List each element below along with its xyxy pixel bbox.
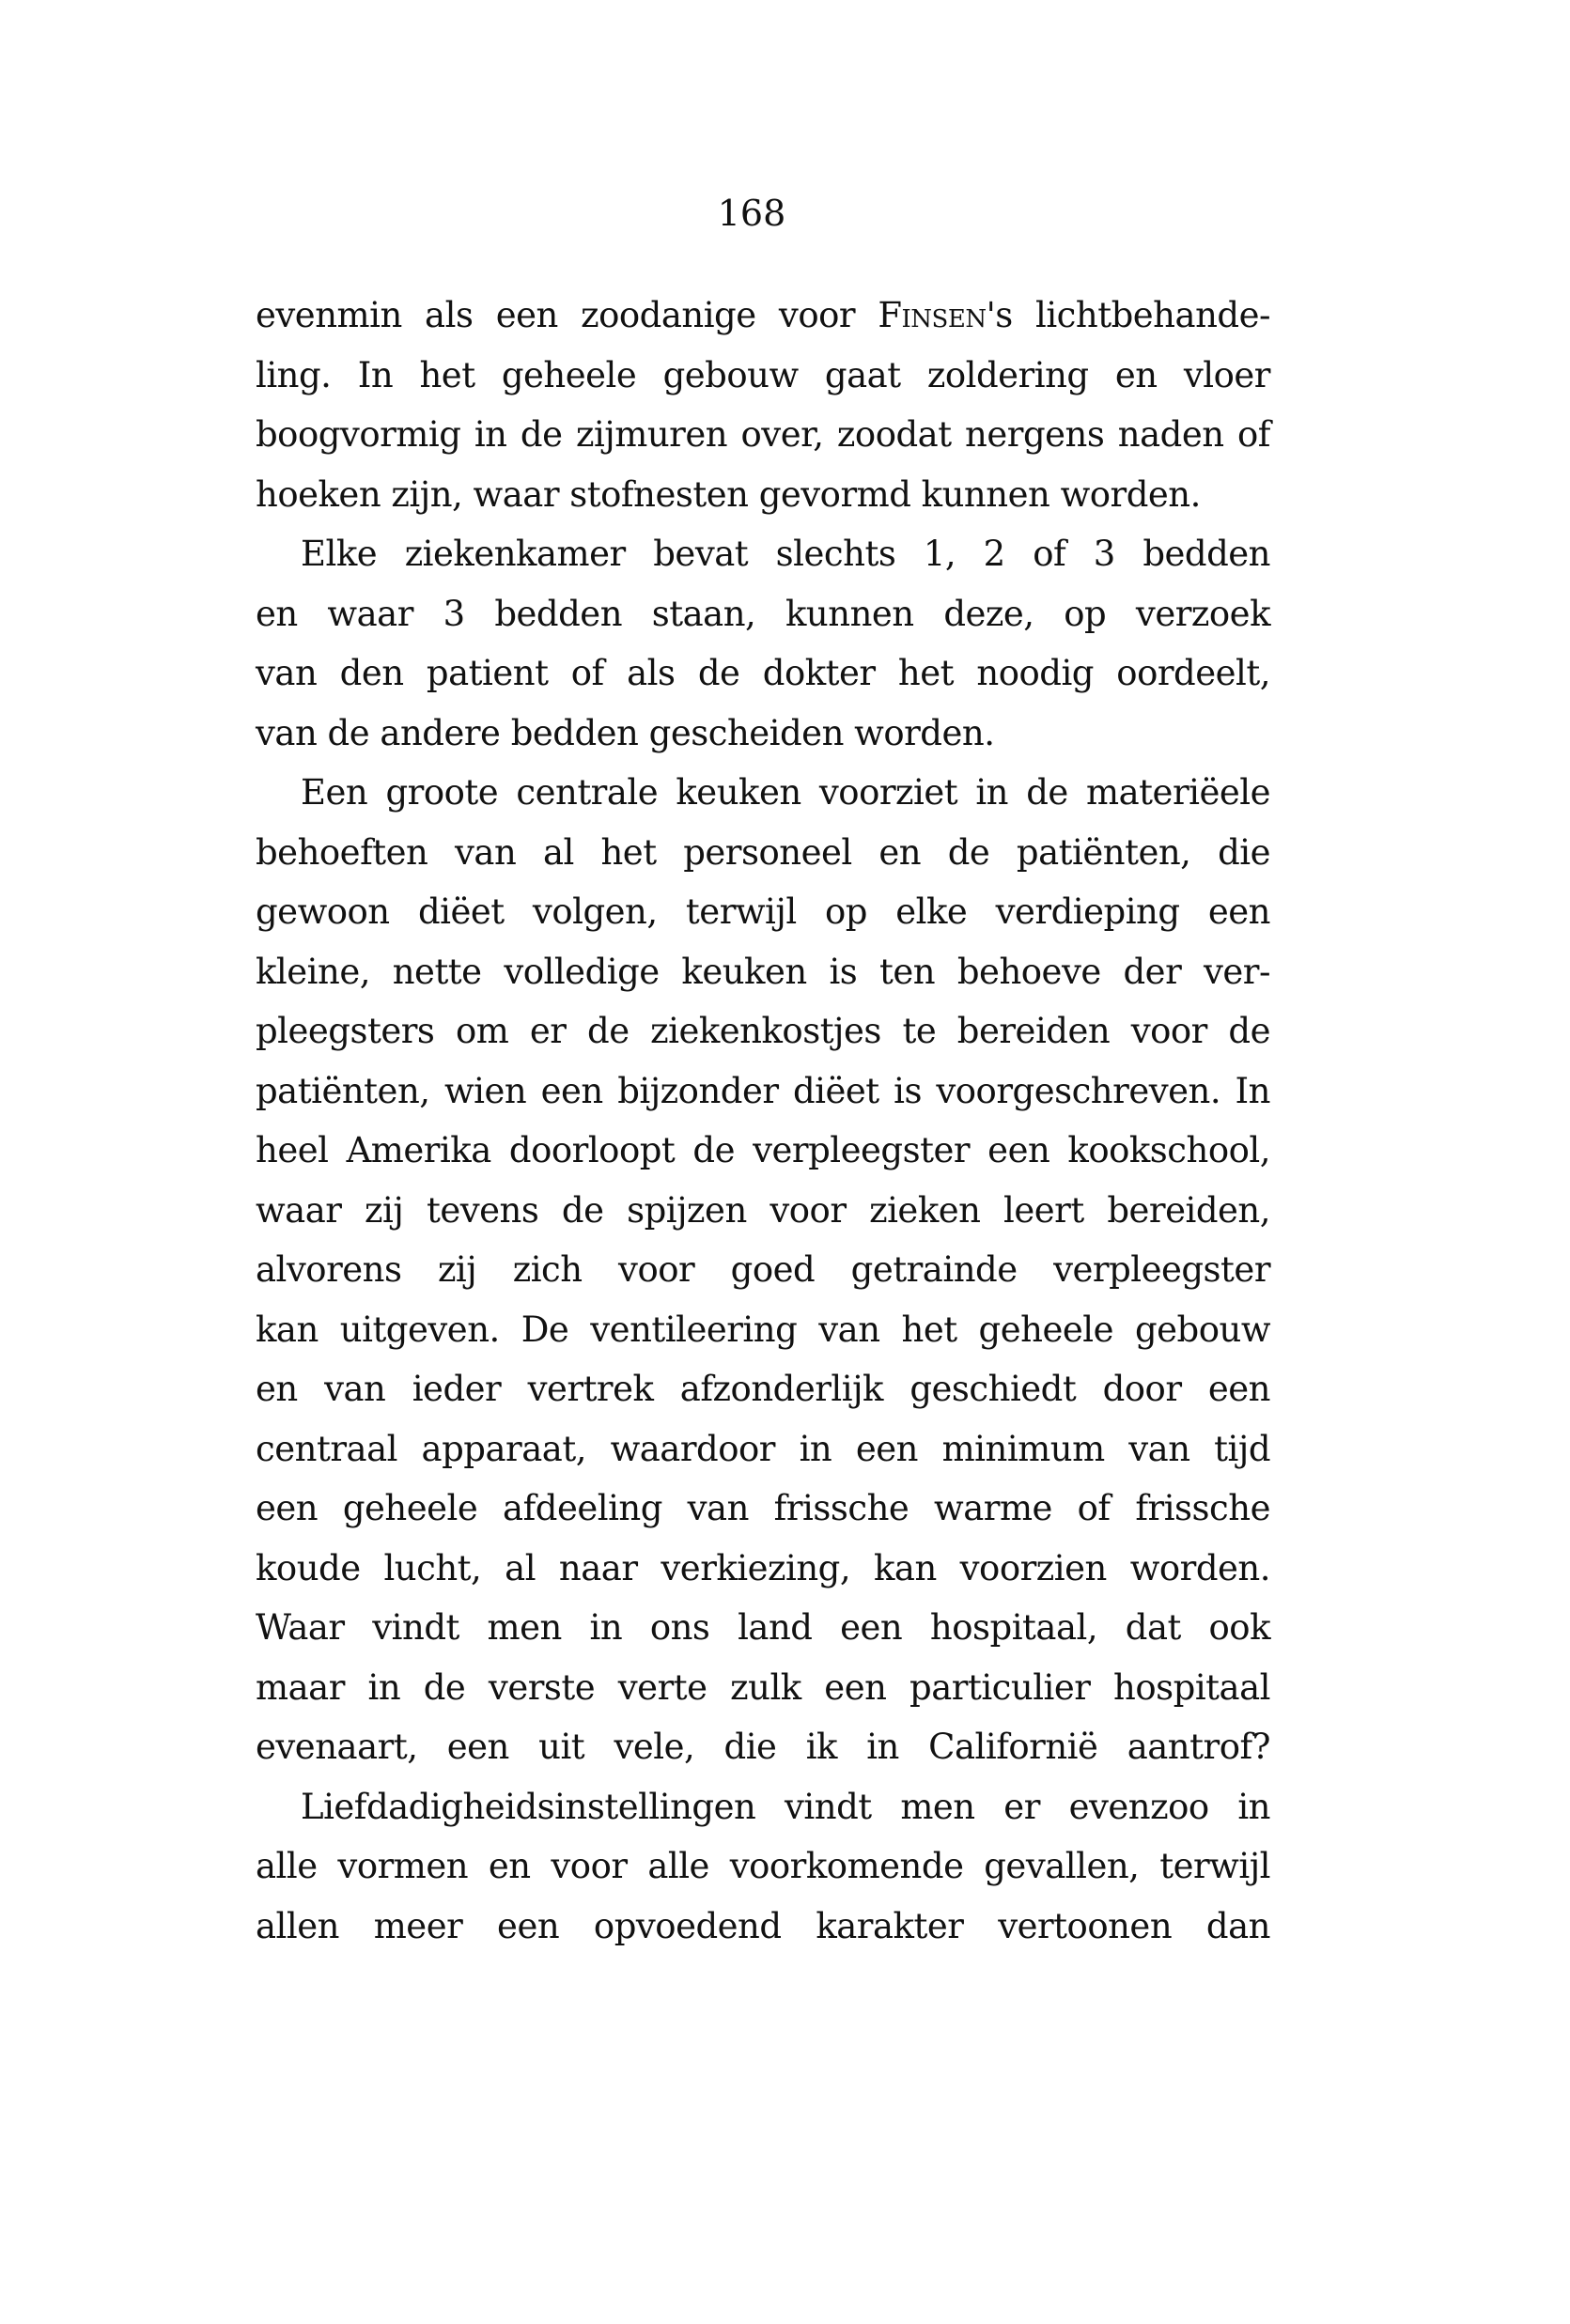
body-text [256,286,1270,1956]
text-line: Liefdadigheidsinstellingen vindt men er evenzoo in [301,1786,1270,1827]
text-line: maar in de verste verte zulk een particulier hospitaal [256,1666,1270,1708]
text-line [256,286,1270,346]
text-line: patiënten, wien een bijzonder diëet is voorgeschreven. In [256,1070,1270,1111]
text-line: koude lucht, al naar verkiezing, kan voorzien worden. [256,1547,1270,1588]
text-line: gewoon diëet volgen, terwijl op elke verdieping een [256,891,1270,932]
text-line: van den patient of als de dokter het noodig oordeelt, [256,653,1270,693]
text-line: Een groote centrale keuken voorziet in de materiëele [301,772,1270,813]
text-line: pleegsters om er de ziekenkostjes te bereiden voor de [256,1011,1270,1051]
small-caps-name: Finsen [878,295,987,335]
text-line: Waar vindt men in ons land een hospitaal, dat ook [256,1607,1270,1648]
text-line: en van ieder vertrek afzonderlijk geschiedt door een [256,1369,1270,1409]
text-line: alle vormen en voor alle voorkomende gevallen, terwijl [256,1846,1270,1886]
text-line: evenaart, een uit vele, die ik in Californië aantrof? [256,1727,1270,1767]
text-line: kleine, nette volledige keuken is ten behoeve der ver- [256,951,1270,992]
text-line: hoeken zijn, waar stofnesten gevormd kunnen worden. [256,473,1201,515]
text-line: waar zij tevens de spijzen voor zieken leert bereiden, [256,1189,1270,1231]
text-line: heel Amerika doorloopt de verpleegster een kookschool, [256,1130,1270,1170]
text-fragment: evenmin als een zoodanige voor [256,295,878,335]
text-line: kan uitgeven. De ventileering van het geheele gebouw [256,1309,1270,1350]
text-line: ling. In het geheele gebouw gaat zoldering en vloer [256,354,1270,395]
text-line: van de andere bedden gescheiden worden. [256,712,995,753]
page-number: 168 [717,193,786,234]
text-line: behoeften van al het personeel en de patiënten, die [256,831,1270,873]
text-line: alvorens zij zich voor goed getrainde verpleegster [256,1249,1270,1290]
text-line: een geheele afdeeling van frissche warme of frissche [256,1488,1270,1528]
text-fragment: 's lichtbehande- [986,295,1270,335]
text-line: allen meer een opvoedend karakter vertoonen dan [256,1905,1270,1946]
text-line: en waar 3 bedden staan, kunnen deze, op verzoek [256,593,1270,634]
text-line: centraal apparaat, waardoor in een minimum van tijd [256,1428,1270,1469]
text-line: Elke ziekenkamer bevat slechts 1, 2 of 3 bedden [301,534,1270,574]
text-line: boogvormig in de zijmuren over, zoodat nergens naden of [256,414,1270,455]
